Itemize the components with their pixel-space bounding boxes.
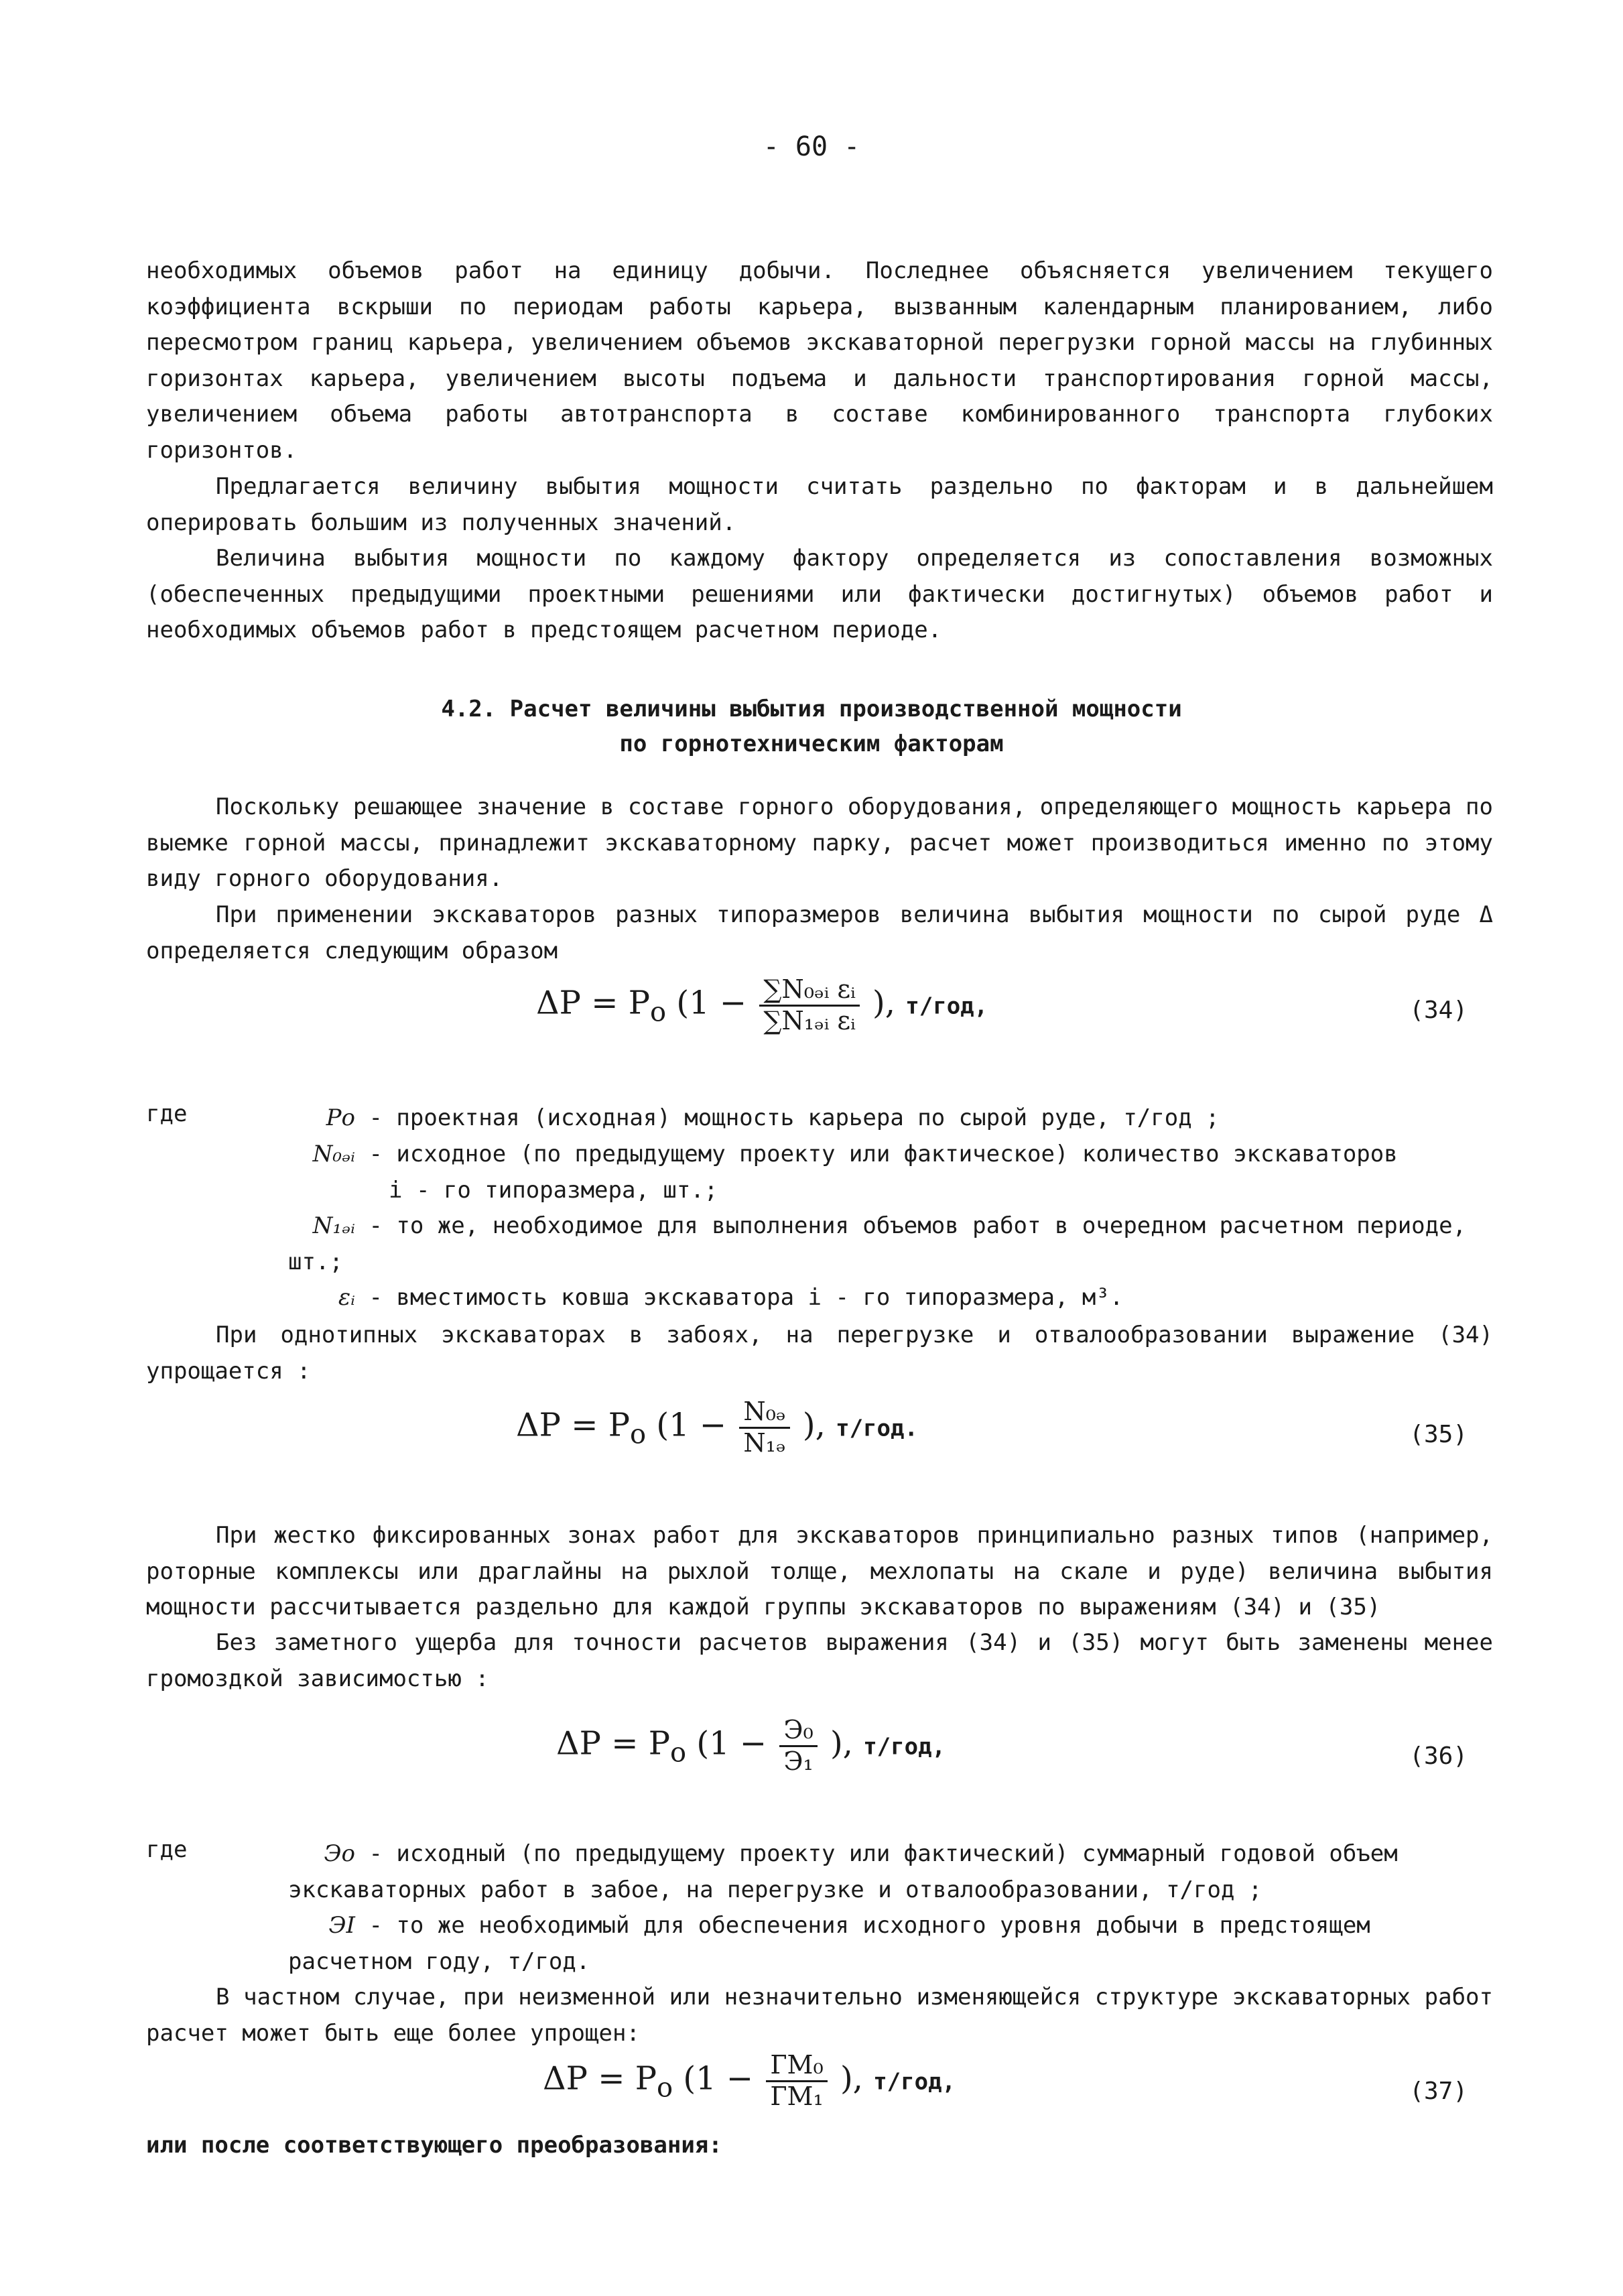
formula-37-lhs: ΔP = P <box>543 2059 657 2098</box>
paragraph-5: При применении экскаваторов разных типоразмеров величина выбытия мощности по сырой руде Δ определяется следующим образом <box>146 901 1493 964</box>
paragraph-7: При жестко фиксированных зонах работ для экскаваторов принципиально разных типов (например, роторные комплексы или драглайны на рыхлой толще, мехлопаты на скале и руде) величина выбытия мощности рассчитывается раздельно для каждой группы экскаваторов по выражениям (34) и (35) <box>146 1522 1493 1620</box>
paragraph-2: Предлагается величину выбытия мощности считать раздельно по факторам и в дальнейшем оперировать большим из полученных значений. <box>146 473 1493 536</box>
formula-34-unit: т/год, <box>905 993 988 1020</box>
formula-37-open: (1 − <box>683 2059 754 2098</box>
definition-text: - исходное (по предыдущему проекту или фактическое) количество экскаваторов <box>369 1141 1398 1167</box>
paragraph-6: При однотипных экскаваторах в забоях, на перегрузке и отвалообразовании выражение (34) упрощается : <box>146 1322 1493 1385</box>
formula-37-sub: o <box>657 2072 673 2104</box>
section-heading-line-2: по горнотехническим факторам <box>619 730 1004 757</box>
definition-e0 <box>288 1836 1494 1908</box>
definition-n0 <box>288 1137 1494 1208</box>
equation-number-36: (36) <box>1409 1742 1468 1770</box>
formula-37 <box>543 2051 956 2111</box>
formula-36 <box>556 1716 946 1776</box>
page-number: - 60 - <box>763 131 860 162</box>
formula-35-open: (1 − <box>656 1406 727 1444</box>
definition-text: - проектная (исходная) мощность карьера по сырой руде, т/год ; <box>369 1104 1220 1131</box>
formula-36-open: (1 − <box>696 1724 767 1763</box>
definition-text: - вместимость ковша экскаватора i - го типоразмера, м³. <box>369 1284 1124 1311</box>
definition-symbol: N₁ₔᵢ <box>312 1212 355 1239</box>
formula-34-sub: o <box>650 997 667 1028</box>
definition-p0 <box>288 1100 1494 1137</box>
formula-34 <box>536 975 988 1035</box>
paragraph-4: Поскольку решающее значение в составе горного оборудования, определяющего мощность карьера по выемке горной массы, принадлежит экскаваторному парку, расчет может производиться именно по этому виду горного оборудования. <box>146 793 1493 892</box>
equation-number-34: (34) <box>1409 997 1468 1024</box>
formula-37-numerator: ГМ₀ <box>766 2051 827 2082</box>
definition-n1 <box>288 1208 1494 1280</box>
formula-35-unit: т/год. <box>836 1415 918 1442</box>
formula-37-close: ), <box>840 2059 863 2098</box>
formula-34-fraction <box>759 975 859 1035</box>
formula-35-sub: o <box>630 1419 647 1450</box>
where-label-1: где <box>146 1100 188 1127</box>
formula-36-denominator: Э₁ <box>783 1746 814 1776</box>
formula-36-unit: т/год, <box>863 1733 946 1761</box>
paragraph-1: необходимых объемов работ на единицу добычи. Последнее объясняется увеличением текущего коэффициента вскрыши по периодам работы карьера, вызванным календарным планированием, либо пересмотром границ карьера, увеличением объемов экскаваторной перегрузки горной массы на глубинных горизонтах карьера, увеличением высоты подъема и дальности транспортирования горной массы, увеличением объема работы автотранспорта в составе комбинированного транспорта глубоких горизонтов. <box>146 257 1493 464</box>
definition-text: - то же, необходимое для выполнения объемов работ в очередном расчетном периоде, шт.; <box>288 1212 1467 1275</box>
where-label-2: где <box>146 1836 188 1863</box>
paragraph-9: В частном случае, при неизменной или незначительно изменяющейся структуре экскаваторных работ расчет может быть еще более упрощен: <box>146 1984 1493 2047</box>
formula-34-close: ), <box>872 984 896 1022</box>
formula-34-denominator: ∑N₁ₔᵢ εᵢ <box>763 1005 856 1035</box>
definition-text: - исходный (по предыдущему проекту или фактический) суммарный годовой объем экскаваторных работ в забое, на перегрузке и отвалообразовании, т/год ; <box>288 1840 1398 1903</box>
formula-35-numerator: N₀ₔ <box>739 1397 789 1429</box>
formula-36-close: ), <box>830 1724 853 1763</box>
formula-37-unit: т/год, <box>873 2068 956 2096</box>
formula-34-open: (1 − <box>676 984 747 1022</box>
formula-35-close: ), <box>802 1406 826 1444</box>
formula-35-denominator: N₁ₔ <box>743 1427 786 1458</box>
definition-symbol: εᵢ <box>338 1284 355 1311</box>
section-heading-line-1: 4.2. Расчет величины выбытия производственной мощности <box>441 696 1182 722</box>
formula-37-fraction <box>766 2051 827 2111</box>
formula-36-fraction <box>779 1716 817 1776</box>
formula-34-numerator: ∑N₀ₔᵢ εᵢ <box>759 975 859 1007</box>
formula-37-denominator: ГМ₁ <box>770 2081 824 2111</box>
equation-number-35: (35) <box>1409 1421 1468 1448</box>
formula-35-lhs: ΔP = P <box>516 1406 630 1444</box>
formula-34-lhs: ΔP = P <box>536 984 650 1022</box>
definition-continuation: i - го типоразмера, шт.; <box>389 1176 718 1204</box>
definition-e1 <box>288 1908 1494 1980</box>
formula-36-sub: o <box>670 1737 687 1769</box>
formula-35-fraction <box>739 1397 789 1458</box>
equation-number-37: (37) <box>1409 2078 1468 2105</box>
definition-symbol: N₀ₔᵢ <box>312 1141 355 1167</box>
formula-36-numerator: Э₀ <box>779 1716 817 1747</box>
definition-symbol: Эо <box>324 1840 355 1867</box>
definition-text: - то же необходимый для обеспечения исходного уровня добычи в предстоящем расчетном году, т/год. <box>288 1912 1370 1975</box>
definition-symbol: ЭI <box>328 1912 355 1939</box>
paragraph-8: Без заметного ущерба для точности расчетов выражения (34) и (35) могут быть заменены менее громоздкой зависимостью : <box>146 1629 1493 1692</box>
formula-36-lhs: ΔP = P <box>556 1724 670 1763</box>
definition-symbol: Pо <box>326 1104 355 1131</box>
definition-e <box>288 1280 1494 1316</box>
paragraph-10: или после соответствующего преобразования: <box>146 2132 722 2159</box>
formula-35 <box>516 1397 918 1458</box>
paragraph-3: Величина выбытия мощности по каждому фактору определяется из сопоставления возможных (обеспеченных предыдущими проектными решениями или фактически достигнутых) объемов работ и необходимых объемов работ в предстоящем расчетном периоде. <box>146 545 1493 643</box>
section-heading <box>0 692 1623 761</box>
